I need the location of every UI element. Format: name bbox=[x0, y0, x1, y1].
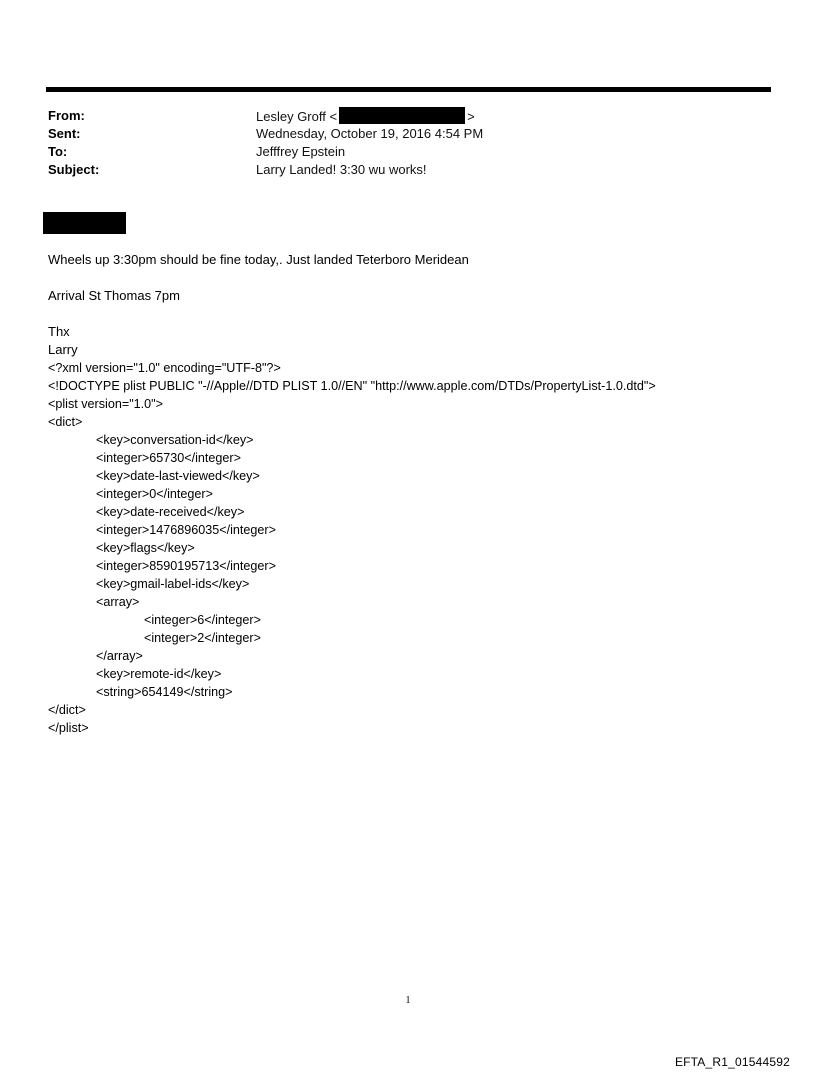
from-close: > bbox=[467, 109, 475, 124]
body-line-signature: Larry bbox=[48, 342, 78, 357]
header-divider bbox=[46, 87, 771, 92]
page-number: 1 bbox=[405, 995, 411, 1006]
plist-line: <string>654149</string> bbox=[96, 685, 233, 699]
plist-line: </array> bbox=[96, 649, 143, 663]
sent-value: Wednesday, October 19, 2016 4:54 PM bbox=[256, 126, 484, 141]
body-line-arrival: Arrival St Thomas 7pm bbox=[48, 288, 180, 303]
plist-line: <integer>6</integer> bbox=[144, 613, 261, 627]
plist-line: <key>flags</key> bbox=[96, 541, 195, 555]
plist-line: <key>gmail-label-ids</key> bbox=[96, 577, 250, 591]
document-id: EFTA_R1_01544592 bbox=[674, 1055, 790, 1069]
to-label: To: bbox=[48, 144, 68, 159]
redaction-block bbox=[43, 212, 126, 234]
body-line-thanks: Thx bbox=[48, 324, 70, 339]
redaction-bar bbox=[339, 107, 465, 124]
plist-line: <integer>1476896035</integer> bbox=[96, 523, 276, 537]
plist-line: <plist version="1.0"> bbox=[48, 397, 164, 411]
plist-line: <integer>0</integer> bbox=[96, 487, 213, 501]
sent-label: Sent: bbox=[48, 126, 81, 141]
plist-line: <dict> bbox=[48, 415, 83, 429]
subject-label: Subject: bbox=[48, 162, 100, 177]
plist-line: <!DOCTYPE plist PUBLIC "-//Apple//DTD PLIST 1.0//EN" "http://www.apple.com/DTDs/PropertyList-1.0.dtd"> bbox=[48, 379, 656, 393]
plist-line: <array> bbox=[96, 595, 140, 609]
plist-line: <integer>2</integer> bbox=[144, 631, 261, 645]
from-name: Lesley Groff < bbox=[256, 109, 338, 124]
plist-line: </plist> bbox=[48, 721, 89, 735]
plist-line: <key>date-received</key> bbox=[96, 505, 245, 519]
plist-line: <integer>8590195713</integer> bbox=[96, 559, 276, 573]
plist-line: <key>date-last-viewed</key> bbox=[96, 469, 260, 483]
from-label: From: bbox=[48, 108, 85, 123]
subject-value: Larry Landed! 3:30 wu works! bbox=[256, 162, 427, 177]
from-value bbox=[256, 107, 475, 126]
plist-line: <key>remote-id</key> bbox=[96, 667, 222, 681]
body-line-wheels-up: Wheels up 3:30pm should be fine today,. Just landed Teterboro Meridean bbox=[48, 252, 469, 267]
to-value: Jefffrey Epstein bbox=[256, 144, 346, 159]
plist-line: <?xml version="1.0" encoding="UTF-8"?> bbox=[48, 361, 281, 375]
plist-line: <integer>65730</integer> bbox=[96, 451, 241, 465]
plist-line: </dict> bbox=[48, 703, 86, 717]
plist-line: <key>conversation-id</key> bbox=[96, 433, 254, 447]
